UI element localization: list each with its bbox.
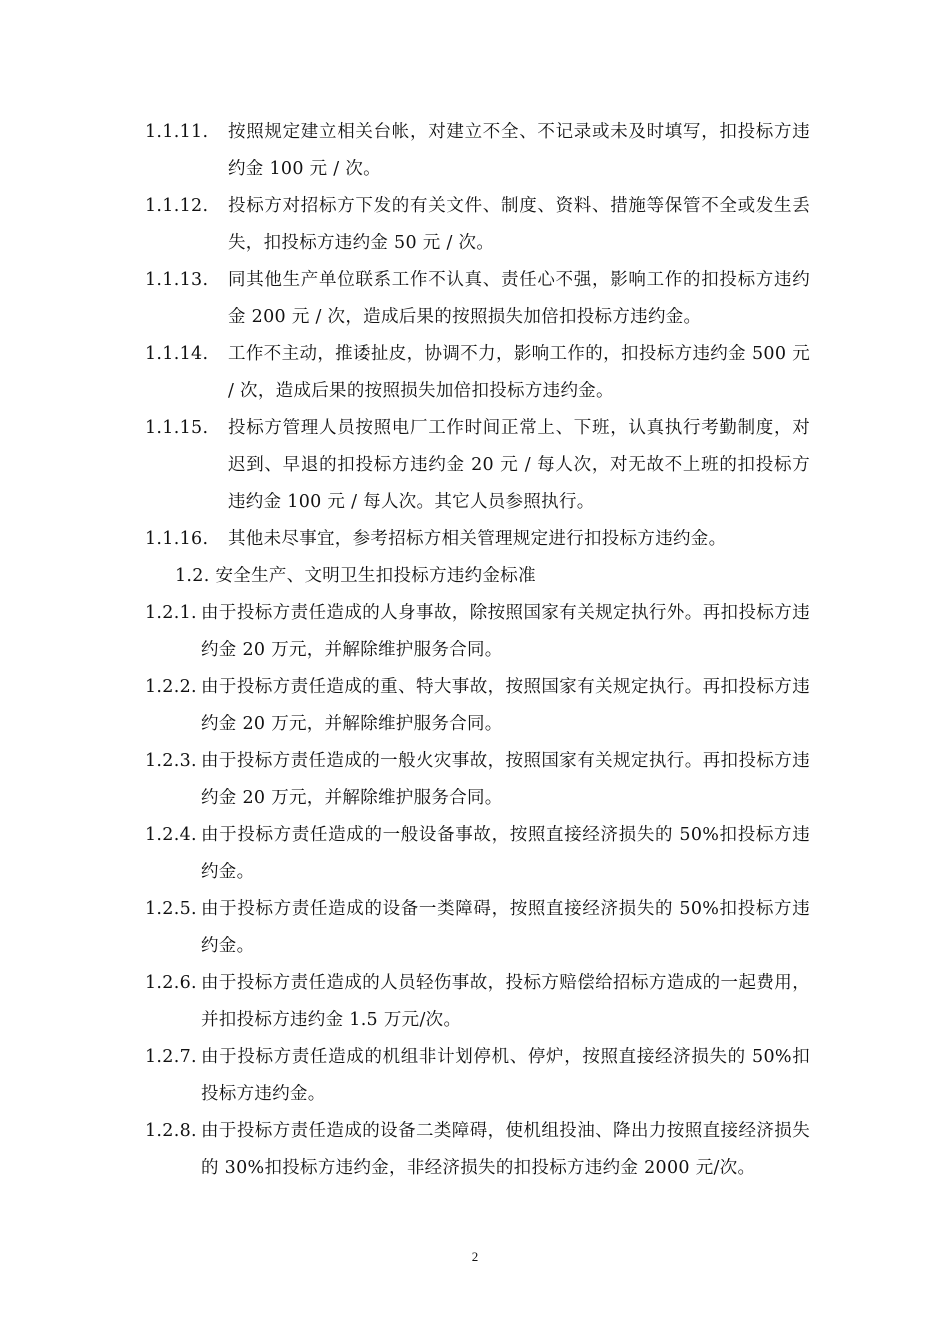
clause-number: 1.1.13. <box>145 270 209 290</box>
section-title: 安全生产、文明卫生扣投标方违约金标准 <box>215 566 536 586</box>
clause-text: 其他未尽事宜，参考招标方相关管理规定进行扣投标方违约金。 <box>228 529 727 549</box>
clause-number: 1.2.2. <box>145 677 197 697</box>
clause-1-1-11 <box>145 114 810 188</box>
clause-1-2-6 <box>145 965 810 1039</box>
section-heading <box>145 558 810 595</box>
clause-text: 由于投标方责任造成的人员轻伤事故，投标方赔偿给招标方造成的一起费用，并扣投标方违约金 1.5 万元/次。 <box>201 973 810 1030</box>
clause-text: 按照规定建立相关台帐，对建立不全、不记录或未及时填写，扣投标方违约金 100 元 / 次。 <box>228 122 810 179</box>
clause-number: 1.1.11. <box>145 122 209 142</box>
clause-number: 1.2.7. <box>145 1047 197 1067</box>
clause-1-1-12 <box>145 188 810 262</box>
clause-text: 同其他生产单位联系工作不认真、责任心不强，影响工作的扣投标方违约金 200 元 / 次，造成后果的按照损失加倍扣投标方违约金。 <box>228 270 810 327</box>
clause-number: 1.1.16. <box>145 529 209 549</box>
section-number: 1.2. <box>175 566 210 586</box>
clause-text: 工作不主动，推诿扯皮，协调不力，影响工作的，扣投标方违约金 500 元 / 次，造成后果的按照损失加倍扣投标方违约金。 <box>228 344 810 401</box>
clause-number: 1.1.12. <box>145 196 209 216</box>
clause-1-2-4 <box>145 817 810 891</box>
clause-text: 由于投标方责任造成的机组非计划停机、停炉，按照直接经济损失的 50%扣投标方违约金。 <box>201 1047 810 1104</box>
clause-1-2-8 <box>145 1113 810 1187</box>
clause-text: 由于投标方责任造成的重、特大事故，按照国家有关规定执行。再扣投标方违约金 20 万元，并解除维护服务合同。 <box>201 677 810 734</box>
clause-1-1-13 <box>145 262 810 336</box>
clause-1-1-16 <box>145 521 810 558</box>
clause-1-1-14 <box>145 336 810 410</box>
clause-1-2-2 <box>145 669 810 743</box>
clause-number: 1.2.5. <box>145 899 197 919</box>
clause-text: 由于投标方责任造成的设备一类障碍，按照直接经济损失的 50%扣投标方违约金。 <box>201 899 810 956</box>
document-body <box>145 114 810 1187</box>
page-number: 2 <box>471 1249 479 1264</box>
clause-number: 1.1.15. <box>145 418 209 438</box>
clause-number: 1.1.14. <box>145 344 209 364</box>
clause-1-2-3 <box>145 743 810 817</box>
clause-number: 1.2.6. <box>145 973 197 993</box>
clause-text: 由于投标方责任造成的一般火灾事故，按照国家有关规定执行。再扣投标方违约金 20 万元，并解除维护服务合同。 <box>201 751 810 808</box>
clause-text: 由于投标方责任造成的一般设备事故，按照直接经济损失的 50%扣投标方违约金。 <box>201 825 810 882</box>
clause-1-2-5 <box>145 891 810 965</box>
clause-1-1-15 <box>145 410 810 521</box>
clause-number: 1.2.3. <box>145 751 197 771</box>
clause-text: 由于投标方责任造成的人身事故，除按照国家有关规定执行外。再扣投标方违约金 20 万元，并解除维护服务合同。 <box>201 603 810 660</box>
clause-text: 由于投标方责任造成的设备二类障碍，使机组投油、降出力按照直接经济损失的 30%扣投标方违约金，非经济损失的扣投标方违约金 2000 元/次。 <box>201 1121 810 1178</box>
clause-number: 1.2.1. <box>145 603 197 623</box>
clause-1-2-7 <box>145 1039 810 1113</box>
clause-text: 投标方对招标方下发的有关文件、制度、资料、措施等保管不全或发生丢失，扣投标方违约金 50 元 / 次。 <box>228 196 810 253</box>
clause-number: 1.2.4. <box>145 825 197 845</box>
clause-1-2-1 <box>145 595 810 669</box>
clause-number: 1.2.8. <box>145 1121 197 1141</box>
clause-text: 投标方管理人员按照电厂工作时间正常上、下班，认真执行考勤制度，对迟到、早退的扣投标方违约金 20 元 / 每人次，对无故不上班的扣投标方违约金 100 元 / 每人次。其它人员参照执行。 <box>228 418 810 512</box>
